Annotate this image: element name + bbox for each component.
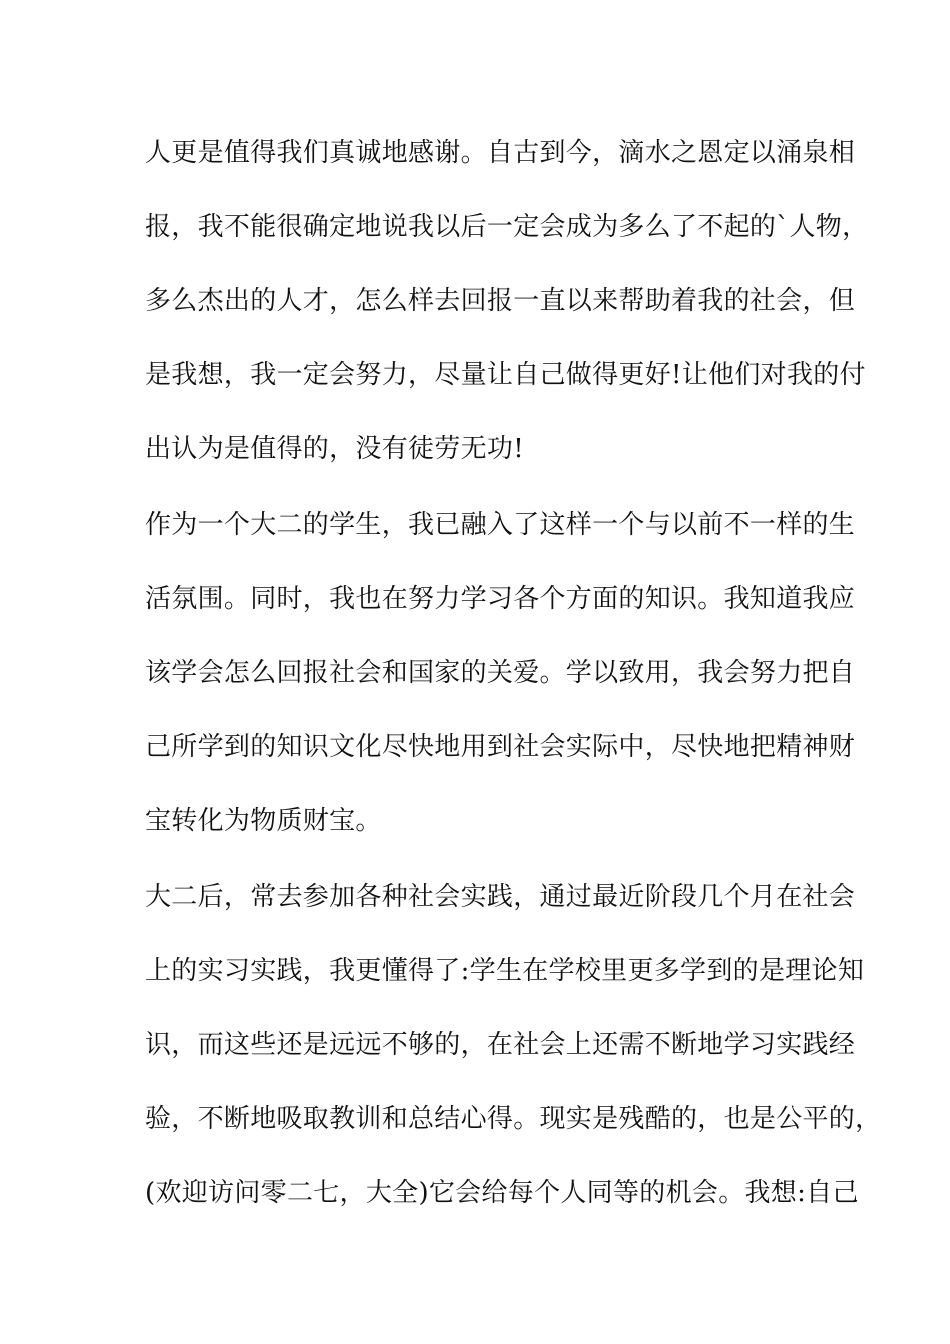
text-line: 上的实习实践，我更懂得了:学生在学校里更多学到的是理论知 <box>145 956 865 986</box>
text-line: 识，而这些还是远远不够的，在社会上还需不断地学习实践经 <box>145 1030 856 1060</box>
text-line: 出认为是值得的，没有徒劳无功! <box>145 434 524 464</box>
text-line: 验，不断地吸取教训和总结心得。现实是残酷的，也是公平的， <box>145 1104 882 1134</box>
text-line: 大二后，常去参加各种社会实践，通过最近阶段几个月在社会 <box>145 882 856 912</box>
text-line: 人更是值得我们真诚地感谢。自古到今，滴水之恩定以涌泉相 <box>145 138 856 168</box>
text-line: 己所学到的知识文化尽快地用到社会实际中，尽快地把精神财 <box>145 732 856 762</box>
text-line: 多么杰出的人才，怎么样去回报一直以来帮助着我的社会，但 <box>145 286 856 316</box>
text-line: 活氛围。同时，我也在努力学习各个方面的知识。我知道我应 <box>145 584 856 614</box>
text-line: 作为一个大二的学生，我已融入了这样一个与以前不一样的生 <box>145 510 856 540</box>
text-line: 宝转化为物质财宝。 <box>145 806 382 836</box>
text-line: 是我想，我一定会努力，尽量让自己做得更好!让他们对我的付 <box>145 360 866 390</box>
text-line: (欢迎访问零二七，大全)它会给每个人同等的机会。我想:自己 <box>145 1178 859 1208</box>
text-line: 报，我不能很确定地说我以后一定会成为多么了不起的`人物， <box>145 212 869 242</box>
text-line: 该学会怎么回报社会和国家的关爱。学以致用，我会努力把自 <box>145 658 856 688</box>
